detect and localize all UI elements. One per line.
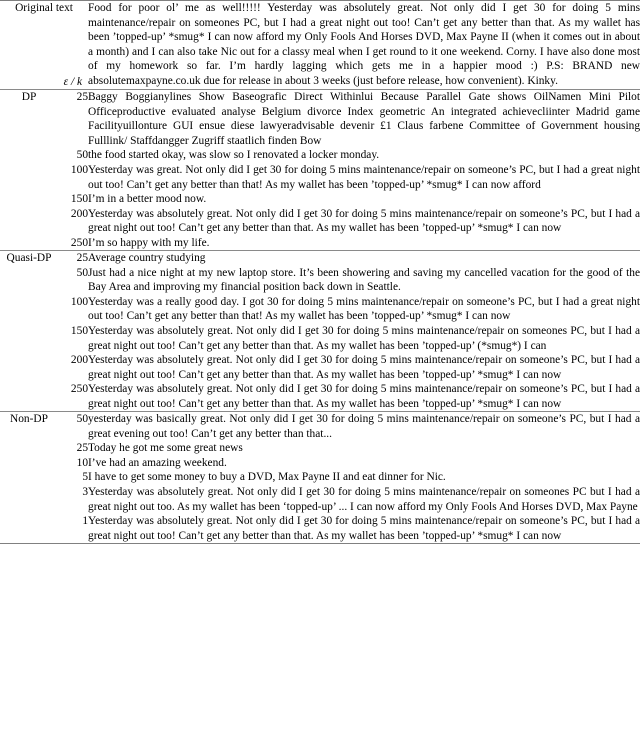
epsilon-value: 1 — [82, 515, 89, 528]
original-label-spacer — [0, 16, 88, 75]
section-label-quasi-dp: Quasi-DP — [6, 252, 52, 265]
table-row-dp-5 — [0, 236, 640, 251]
table-row-quasidp-5 — [0, 382, 640, 412]
table-body — [0, 1, 640, 544]
row-text: Baggy Boggianylines Show Baseografic Direct Withinlui Because Parallel Gate shows OilNamen Mini Pilot Officeproductive evaluated analyse Belgium divorce Index geometric An integrated achievecliinter Madrid game Facilityuillonture GUI ensue diese lawyeradvisable devenir £1 Claus farbene Committee of Government housing Fulllink/ Staffdangger Zugriff staatlich finden Bow — [88, 91, 640, 147]
table-row-quasidp-4 — [0, 353, 640, 382]
epsilon-value: 250 — [70, 383, 89, 396]
table-row-nondp-5 — [0, 514, 640, 544]
table-row-dp-3 — [0, 192, 640, 207]
table-row-nondp-1 — [0, 441, 640, 456]
table-row-original — [0, 1, 640, 90]
row-text: Yesterday was great. Not only did I get 30 for doing 5 mins maintenance/repair on someone’s PC, but I had a great night out too! Can’t get any better than that! As my wallet has been ’topped-up’ *smug* I can now afford — [88, 164, 640, 191]
epsilon-value: 25 — [76, 252, 89, 265]
epsilon-value: 100 — [70, 164, 89, 176]
row-text: Average country studying — [88, 252, 206, 265]
row-text: I’m in a better mood now. — [88, 193, 207, 206]
row-text: Today he got me some great news — [88, 442, 243, 455]
table-row-nondp-3 — [0, 470, 640, 485]
epsilon-value: 3 — [82, 486, 89, 499]
epsilon-value: 10 — [76, 456, 89, 469]
row-text: Yesterday was absolutely great. Not only did I get 30 for doing 5 mins maintenance/repair on someone’s PC, but I had a great night out too! Can’t get any better than that. As my wallet has been ’topped-up’ *smug* I can now — [88, 354, 640, 381]
table-row-dp-2 — [0, 163, 640, 192]
row-text: Yesterday was absolutely great. Not only did I get 30 for doing 5 mins maintenance/repair on someone’s PC, but I had a great night out too! Can’t get any better than that. As my wallet has been ’topped-up’ *smug* I can now — [88, 515, 640, 542]
original-text-body: Food for poor ol’ me as well!!!!! Yesterday was absolutely great. Not only did I get 30 for doing 5 mins maintenance/repair on someones PC, but I had a great night out too! Can’t get any better than that. As my wallet has been ’topped-up’ *smug* I can now afford my Only Fools And Horses DVD, Max Payne II (when it comes out in about a month) and I can also take Nic out for a classy meal when I get round to it one weekend. Corny. I have also done most of my homework so far. I’m hardly lagging which gets me in a happier mood :) P.S: BRAND new absolutemaxpayne.co.uk due for release in about 3 weeks (just before release, how convenient). Kinky. — [88, 2, 640, 87]
epsilon-value: 250 — [70, 236, 89, 249]
table-row-nondp-4 — [0, 485, 640, 514]
epsilon-value: 25 — [76, 442, 89, 455]
original-text-label: Original text — [15, 2, 73, 14]
table-row-quasidp-0 — [0, 251, 640, 266]
epsilon-value: 50 — [76, 149, 89, 162]
epsilon-k-label: ε / k — [63, 75, 83, 88]
row-text: I’ve had an amazing weekend. — [88, 456, 227, 469]
table-row-quasidp-2 — [0, 295, 640, 324]
epsilon-value: 200 — [70, 354, 89, 367]
row-text: Yesterday was a really good day. I got 30 for doing 5 mins maintenance/repair on someone’s PC, but I had a great night out too! Can’t get any better than that! As my wallet has been ’topped-up’ *smug* I can now — [88, 295, 640, 323]
section-label-non-dp: Non-DP — [10, 413, 48, 426]
row-text: Yesterday was absolutely great. Not only did I get 30 for doing 5 mins maintenance/repair on someones PC, but I had a great night out too! Can’t get any better than that. As my wallet has been ’topped-up’ (*smug*) I can — [88, 325, 640, 352]
table-row-quasidp-1 — [0, 266, 640, 295]
original-text-label-cell — [0, 1, 88, 90]
section-label-dp: DP — [21, 91, 37, 104]
row-text: Yesterday was absolutely great. Not only did I get 30 for doing 5 mins maintenance/repair on someone’s PC, but I had a great night out too! Can’t get any better than that. As my wallet has been ’topped-up’ *smug* I can now — [88, 207, 640, 235]
table-row-dp-0 — [0, 90, 640, 149]
row-text: Just had a nice night at my new laptop store. It’s been showering and saving my cancelled vacation for the good of the Bay Area and improving my financial position back down in Seattle. — [88, 266, 640, 294]
epsilon-value: 25 — [76, 91, 89, 104]
table-row-nondp-0 — [0, 412, 640, 442]
epsilon-value: 50 — [76, 266, 89, 279]
epsilon-value: 200 — [70, 207, 89, 220]
table-row-dp-4 — [0, 207, 640, 236]
table-row-dp-1 — [0, 148, 640, 163]
row-text: the food started okay, was slow so I renovated a locker monday. — [88, 149, 380, 162]
epsilon-value: 150 — [70, 325, 89, 338]
row-text: I’m so happy with my life. — [88, 236, 210, 249]
epsilon-value: 50 — [76, 413, 89, 426]
table-row-quasidp-3 — [0, 324, 640, 353]
epsilon-value: 150 — [70, 193, 89, 206]
epsilon-value: 5 — [82, 471, 89, 484]
row-text: Yesterday was absolutely great. Not only did I get 30 for doing 5 mins maintenance/repair on someone’s PC, but I had a great night out too! Can’t get any better than that. As my wallet has been ’topped-up’ *smug* I can now — [88, 383, 640, 410]
row-text: Yesterday was absolutely great. Not only did I get 30 for doing 5 mins maintenance/repair on someones PC but I had a great night out too. As my wallet has been ‘topped-up’ ... I can now afford my Only Fools And Horses DVD, Max Payne — [88, 486, 640, 513]
epsilon-value: 100 — [70, 295, 89, 308]
table-row-nondp-2 — [0, 456, 640, 471]
row-text: yesterday was basically great. Not only did I get 30 for doing 5 mins maintenance/repair on someone’s PC, but I had a great evening out too! Can’t get any better than that... — [88, 413, 640, 440]
row-text: I have to get some money to buy a DVD, Max Payne II and eat dinner for Nic. — [88, 471, 446, 484]
